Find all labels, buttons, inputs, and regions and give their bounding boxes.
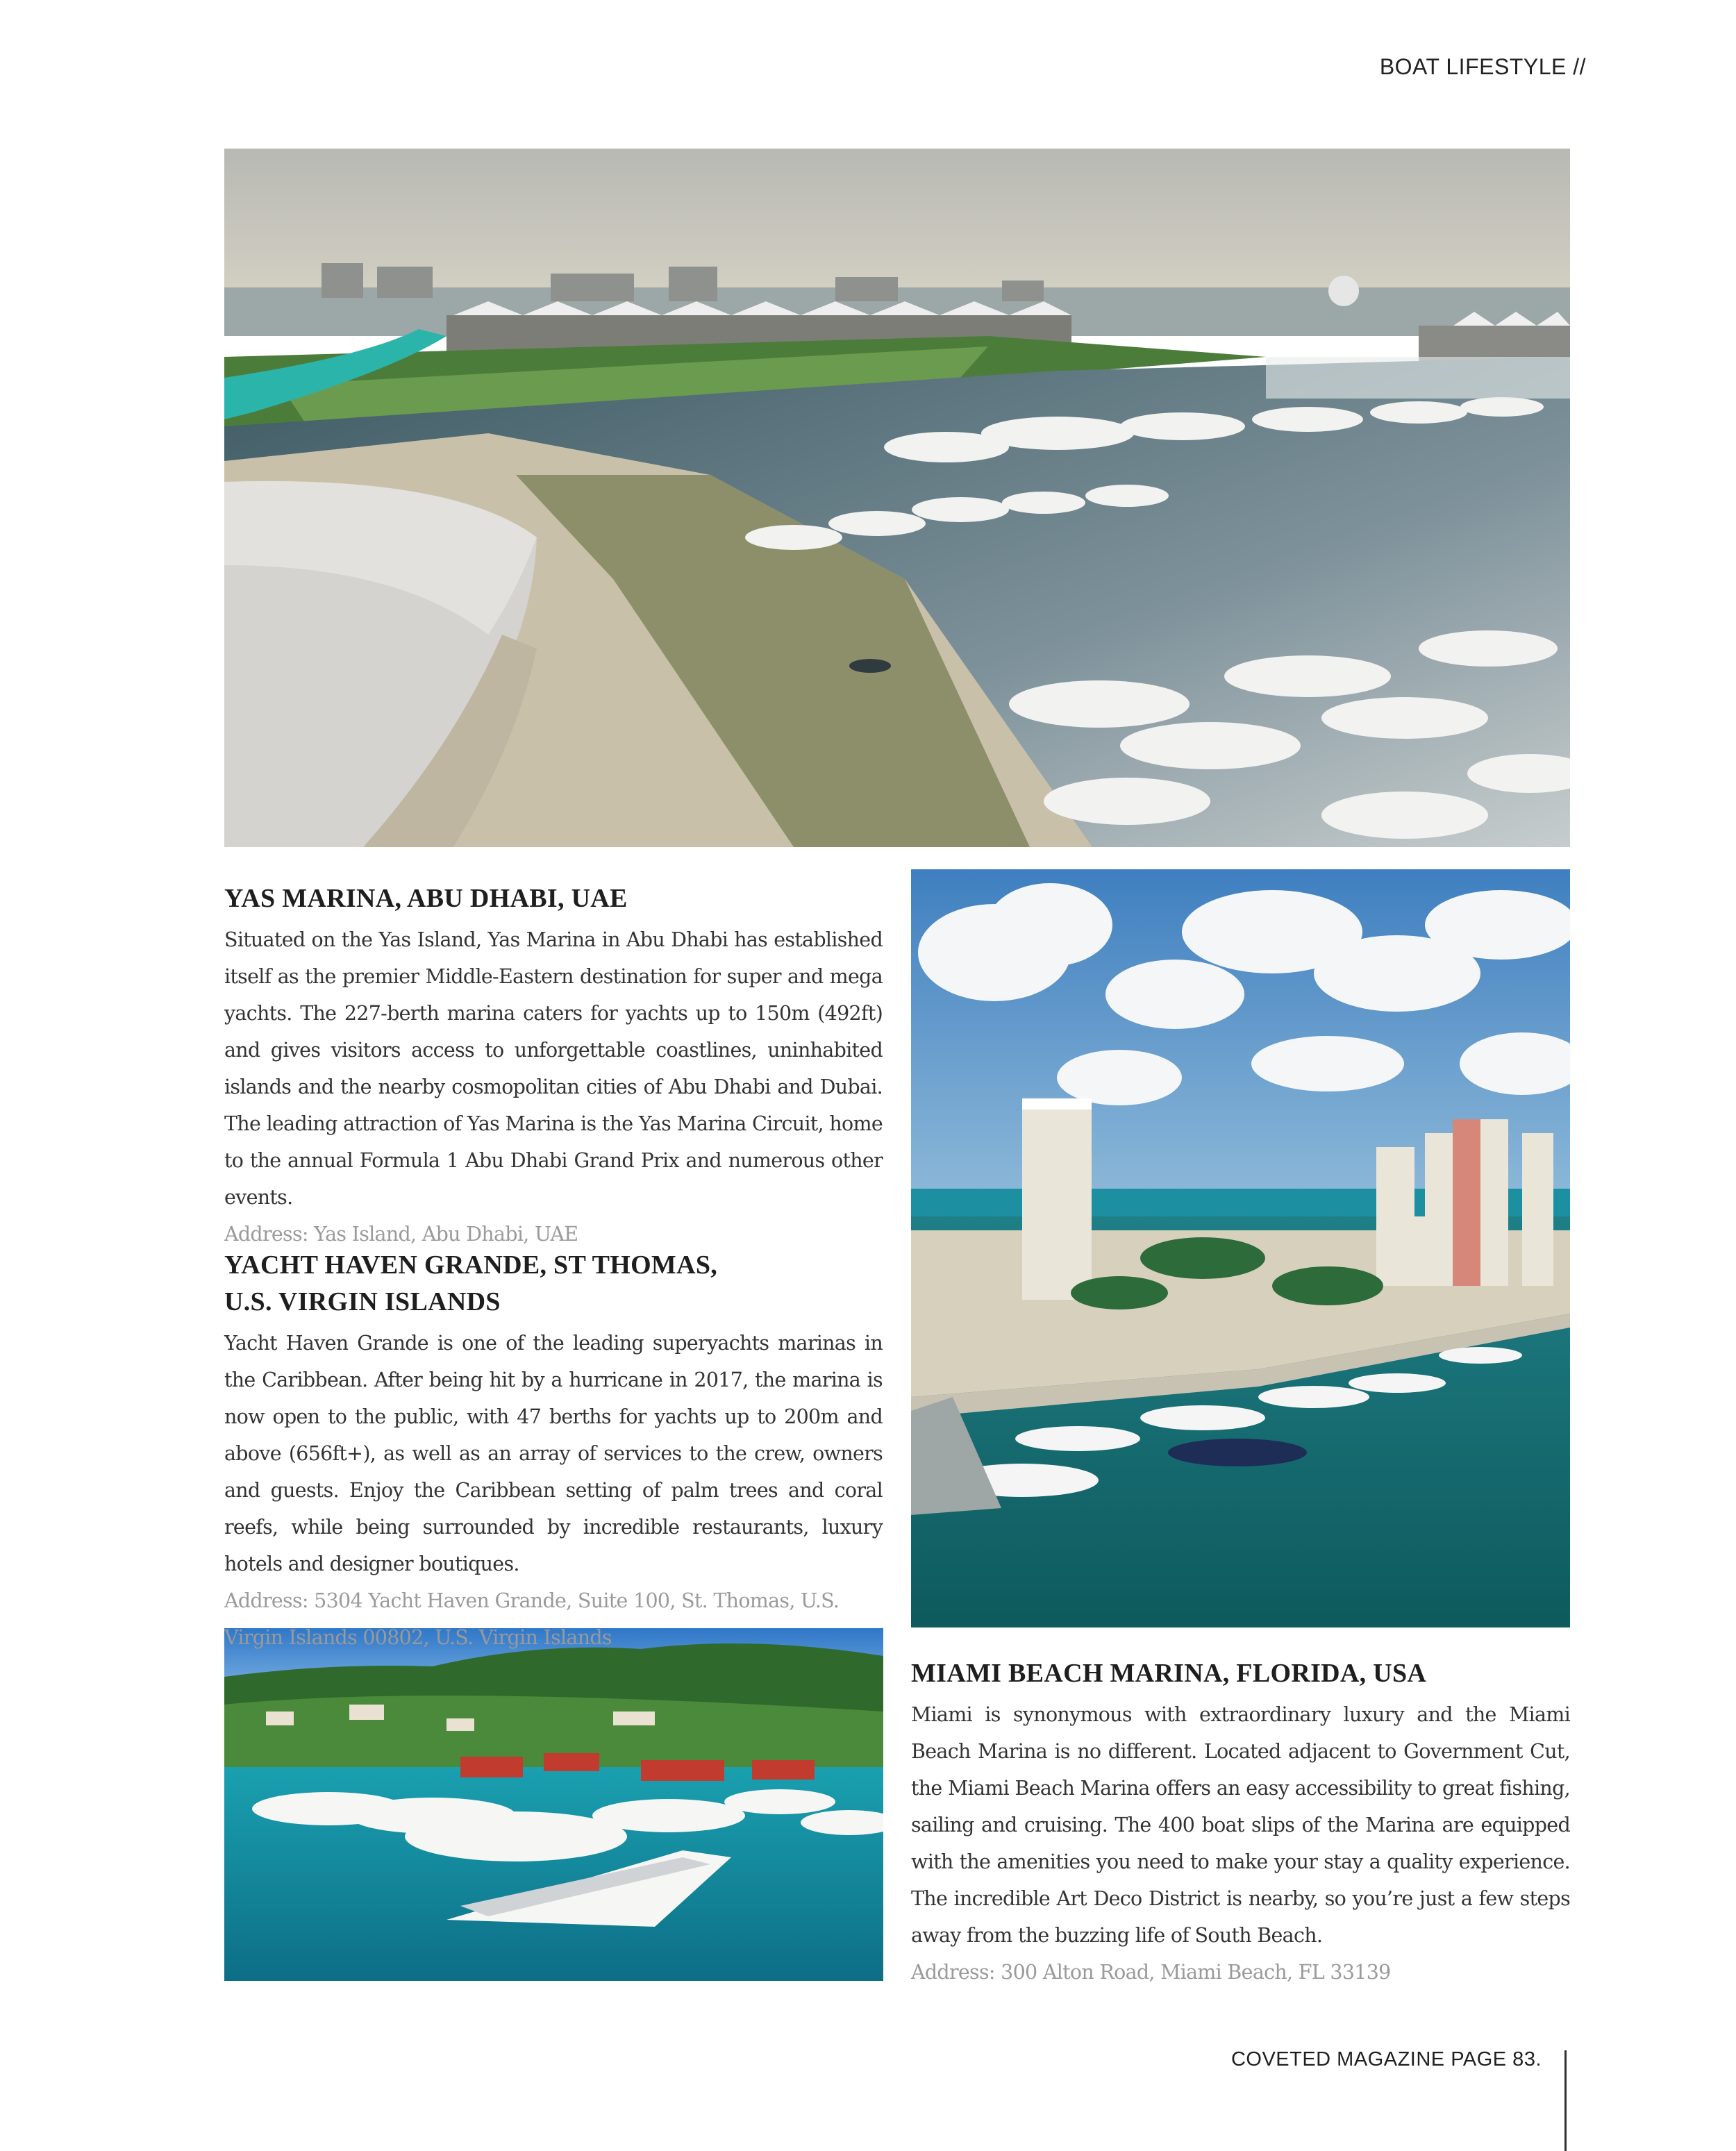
yacht-haven-grande-photo	[224, 1628, 883, 1981]
article-body: Miami is synonymous with extraordinary luxury and the Miami Beach Marina is no different. Located adjacent to Government Cut, the Miami Beach Marina offers an easy accessibility to great fishing, sailing and cruising. The 400 boat slips of the Marina are equipped with the amenities you need to make your stay a quality experience. The incredible Art Deco District is nearby, so you’re just a few steps away from the buzzing life of South Beach.	[911, 1703, 1570, 1947]
article-yacht-haven-grande	[224, 1247, 883, 1656]
article-title-line-2: U.S. VIRGIN ISLANDS	[224, 1287, 501, 1316]
yas-marina-photo	[224, 149, 1570, 847]
section-tag: BOAT LIFESTYLE //	[1379, 54, 1586, 79]
article-address: Address: Yas Island, Abu Dhabi, UAE	[224, 1223, 578, 1246]
article-body: Situated on the Yas Island, Yas Marina in Abu Dhabi has established itself as the premier Middle-Eastern destination for super and mega yachts. The 227-berth marina caters for yachts up to 150m (492ft) and gives visitors access to unforgettable coastlines, uninhabited islands and the nearby cosmopolitan cities of Abu Dhabi and Dubai. The leading attraction of Yas Marina is the Yas Marina Circuit, home to the annual Formula 1 Abu Dhabi Grand Prix and numerous other events.	[224, 928, 883, 1209]
article-title: YAS MARINA, ABU DHABI, UAE	[224, 884, 628, 913]
article-body: Yacht Haven Grande is one of the leading superyachts marinas in the Caribbean. After being hit by a hurricane in 2017, the marina is now open to the public, with 47 berths for yachts up to 200m and above (656ft+), as well as an array of services to the crew, owners and guests. Enjoy the Caribbean setting of palm trees and coral reefs, while being surrounded by incredible restaurants, luxury hotels and designer boutiques.	[224, 1332, 883, 1575]
miami-beach-marina-photo	[911, 869, 1570, 1627]
article-yas-marina	[224, 880, 883, 1253]
article-address: Address: 5304 Yacht Haven Grande, Suite 100, St. Thomas, U.S. Virgin Islands 00802, U.S. Virgin Islands	[224, 1589, 840, 1649]
article-title	[224, 1247, 883, 1321]
article-address: Address: 300 Alton Road, Miami Beach, FL 33139	[911, 1961, 1391, 1984]
footer-divider	[1564, 2050, 1567, 2151]
article-title-line-1: YACHT HAVEN GRANDE, ST THOMAS,	[224, 1250, 718, 1280]
page-footer: COVETED MAGAZINE PAGE 83.	[1230, 2048, 1542, 2070]
article-title: MIAMI BEACH MARINA, FLORIDA, USA	[911, 1659, 1427, 1688]
article-miami-beach-marina	[911, 1655, 1570, 1991]
